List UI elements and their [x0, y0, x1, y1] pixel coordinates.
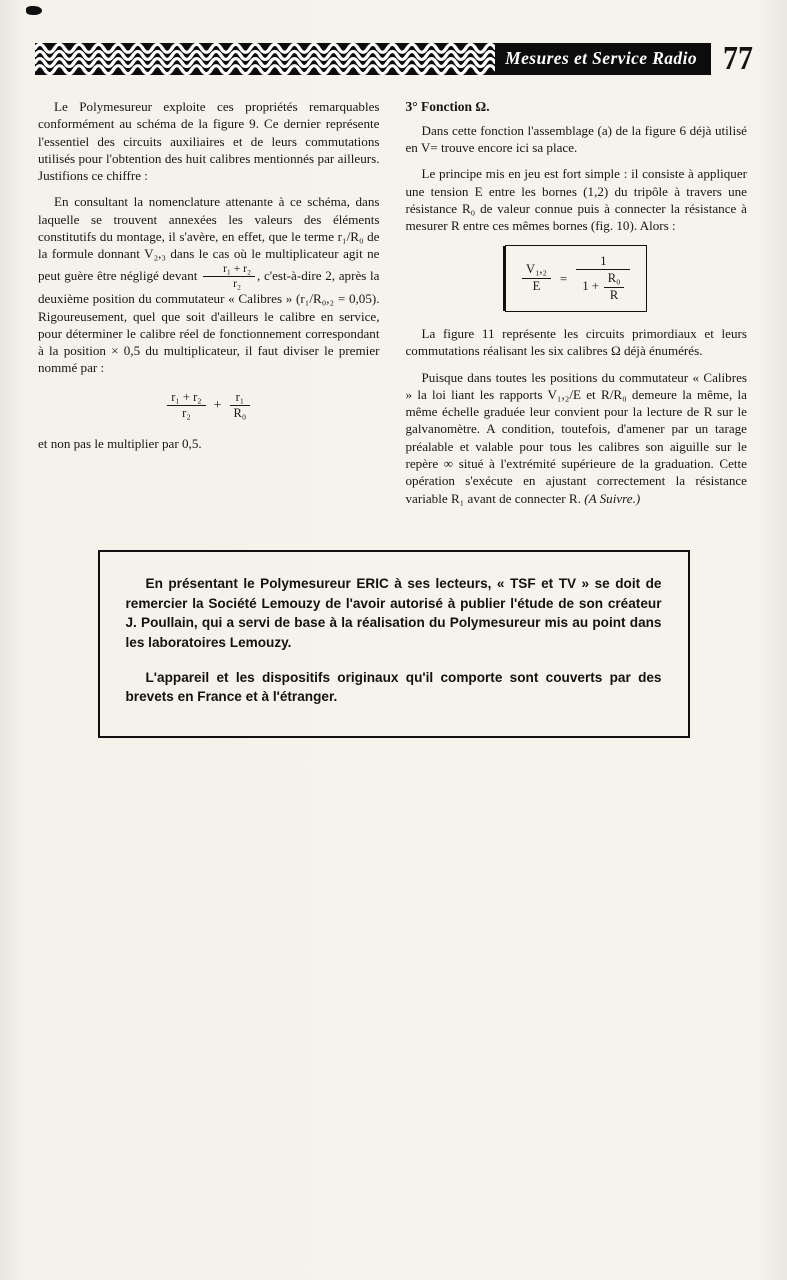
- fraction: [167, 391, 205, 421]
- paragraph: Le principe mis en jeu est fort simple : il consiste à appliquer une tension E entre les bornes (1,2) du tripôle à travers une résistance R₀ de valeur connue puis à connecter la résistance à mesurer R entre ces mêmes bornes (fig. 10). Alors :: [405, 166, 747, 234]
- formula-box-wrapper: [406, 245, 748, 313]
- fraction-numerator: R₀: [607, 271, 621, 285]
- fraction-denominator: R: [604, 287, 625, 303]
- inner-fraction: [604, 272, 625, 302]
- fraction-denominator: E: [522, 278, 551, 294]
- paragraph-text: , c'est-à-dire 2, après la deuxième position du commutateur « Calibres » (r₁/R₀,₂ = 0,05). Rigoureusement, quel que soit d'ailleurs le calibre en service, pour déterminer le calibre réel de fonctionnement correspondant à la position × 0,5 du multiplicateur, il faut diviser le premier nommé par :: [38, 267, 380, 376]
- header-band: [35, 43, 711, 75]
- paragraph: La figure 11 représente les circuits primordiaux et leurs commutations réalisant les six calibres Ω déjà énumérés.: [405, 326, 747, 359]
- fraction-denominator: [576, 269, 630, 302]
- paragraph-text: Puisque dans toutes les positions du commutateur « Calibres » la loi liant les rapports V₁,₂/E et R/R₀ demeure la même, la même échelle graduée leur convient pour la lecture de R sur le galvanomètre. A condition, toutefois, d'amener par un tarage préalable et valable pour tous les calibres son aiguille sur le repère ∞ situé à l'extrémité supérieure de la graduation. Cette opération s'exécute en ajustant correctement la résistance variable R₁ avant de connecter R.: [405, 369, 747, 506]
- fraction-numerator: r₁ + r₂: [171, 389, 202, 404]
- paragraph: [406, 369, 748, 507]
- fraction-nested: [576, 255, 630, 303]
- paragraph: [38, 193, 380, 376]
- fraction-denominator: r₂: [203, 276, 255, 290]
- right-column: [406, 98, 748, 516]
- wave-decoration-icon: [35, 43, 495, 75]
- fraction-denominator: R₀: [230, 405, 251, 421]
- left-column: [38, 98, 380, 516]
- fraction-numerator: r₁: [235, 389, 245, 404]
- publisher-notice-box: [98, 550, 690, 738]
- paragraph: et non pas le multiplier par 0,5.: [38, 435, 202, 451]
- fraction-numerator: r₁ + r₂: [223, 262, 251, 275]
- fraction-numerator: V₁,₂: [526, 262, 547, 277]
- inline-fraction: [203, 263, 255, 291]
- subsection-heading: 3° Fonction Ω.: [405, 99, 490, 114]
- fraction: [230, 391, 251, 421]
- paragraph-text: En consultant la nomenclature attenante à ce schéma, dans laquelle se trouvent annexées les valeurs des éléments constitutifs du montage, il s'avère, en effet, que le terme r₁/R₀ de la formule donnant V₂,₃ dans le cas où le multiplicateur agit ne peut guère être négligé devant: [38, 194, 380, 283]
- section-title: Mesures et Service Radio: [505, 47, 697, 68]
- ohm-law-formula-box: [505, 245, 647, 313]
- fraction-numerator: 1: [600, 253, 607, 268]
- plus-operator: +: [213, 397, 222, 413]
- page-header: [35, 42, 757, 76]
- denominator-prefix: 1 +: [582, 279, 599, 294]
- article-body: [38, 98, 747, 516]
- equals-sign: =: [559, 270, 568, 286]
- notice-paragraph: L'appareil et les dispositifs originaux qu'il comporte sont couverts par des brevets en France et à l'étranger.: [125, 669, 662, 705]
- divisor-formula: [38, 391, 380, 421]
- paragraph: Le Polymesureur exploite ces propriétés remarquables conformément au schéma de la figure 9. Ce dernier représente l'essentiel des circuits auxiliaires et de leurs commutations utilisés pour l'obtention des huit calibres mentionnés par ailleurs. Justifions ce chiffre :: [38, 99, 380, 184]
- paragraph: Dans cette fonction l'assemblage (a) de la figure 6 déjà utilisé en V= trouve encore ici sa place.: [405, 122, 747, 156]
- ink-mark: [26, 6, 42, 15]
- page-number: 77: [723, 40, 753, 77]
- notice-paragraph: En présentant le Polymesureur ERIC à ses lecteurs, « TSF et TV » se doit de remercier la Société Lemouzy de l'avoir autorisé à publier l'étude de son créateur J. Poullain, qui a servi de base à la réalisation du Polymesureur mis au point dans les laboratoires Lemouzy.: [125, 575, 662, 650]
- to-be-continued-note: (A Suivre.): [584, 490, 641, 506]
- fraction-denominator: r₂: [167, 405, 205, 421]
- fraction: [522, 263, 551, 293]
